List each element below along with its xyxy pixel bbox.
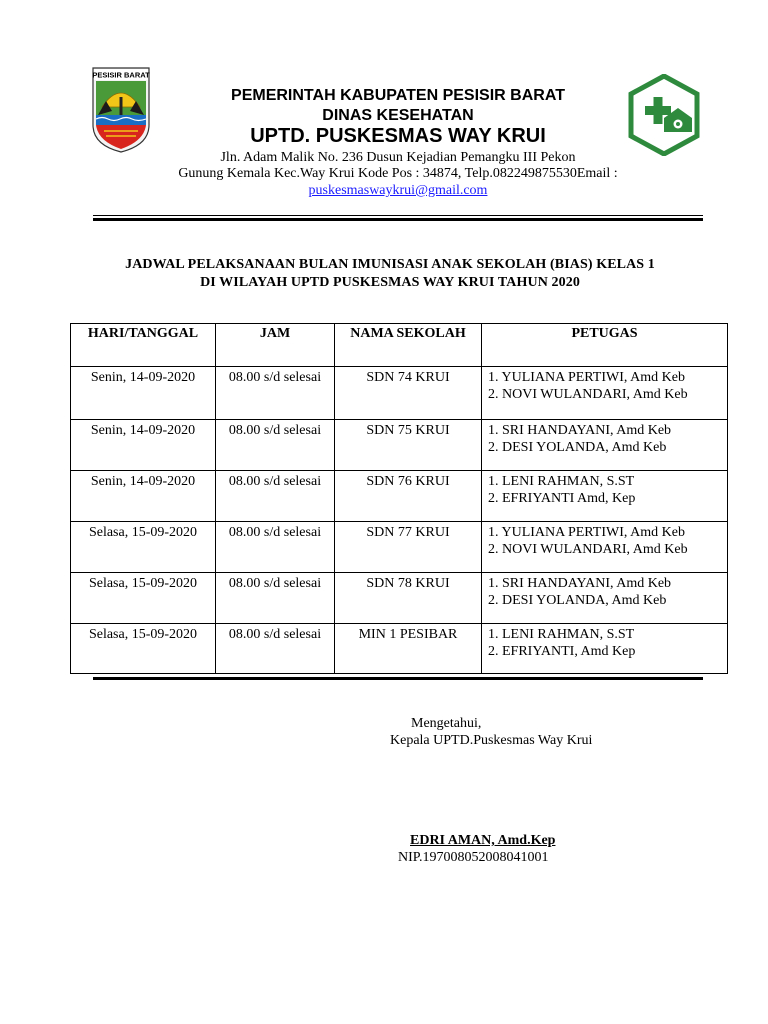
cell-time: 08.00 s/d selesai: [216, 420, 335, 471]
cell-school: SDN 74 KRUI: [335, 367, 482, 420]
header-school: NAMA SEKOLAH: [335, 324, 482, 367]
document-title-line-2: DI WILAYAH UPTD PUSKESMAS WAY KRUI TAHUN 2020: [200, 275, 580, 290]
table-row: [71, 573, 728, 624]
department-name: DINAS KESEHATAN: [322, 107, 474, 124]
header-divider-thin: [93, 215, 703, 216]
cell-time: 08.00 s/d selesai: [216, 471, 335, 522]
address-line-2: Gunung Kemala Kec.Way Krui Kode Pos : 34874, Telp.082249875530Email :: [178, 166, 618, 181]
staff-member: 2. EFRIYANTI, Amd Kep: [488, 644, 636, 659]
staff-member: 1. SRI HANDAYANI, Amd Keb: [488, 423, 672, 438]
cell-time: 08.00 s/d selesai: [216, 367, 335, 420]
staff-member: 2. NOVI WULANDARI, Amd Keb: [488, 387, 688, 402]
cell-time: 08.00 s/d selesai: [216, 573, 335, 624]
document-title-line-1: JADWAL PELAKSANAAN BULAN IMUNISASI ANAK SEKOLAH (BIAS) KELAS 1: [125, 257, 655, 272]
staff-member: 2. DESI YOLANDA, Amd Keb: [488, 440, 667, 455]
cell-staff: [482, 367, 728, 420]
cell-school: SDN 76 KRUI: [335, 471, 482, 522]
cell-staff: [482, 624, 728, 674]
unit-name: UPTD. PUSKESMAS WAY KRUI: [250, 125, 546, 147]
cell-staff: [482, 522, 728, 573]
cell-day: Selasa, 15-09-2020: [71, 573, 216, 624]
header-divider-thick: [93, 218, 703, 221]
cell-day: Senin, 14-09-2020: [71, 420, 216, 471]
table-row: [71, 522, 728, 573]
header-staff: PETUGAS: [482, 324, 728, 367]
cell-school: SDN 77 KRUI: [335, 522, 482, 573]
staff-member: 2. EFRIYANTI Amd, Kep: [488, 491, 636, 506]
table-row: [71, 420, 728, 471]
cell-day: Senin, 14-09-2020: [71, 471, 216, 522]
cell-school: SDN 78 KRUI: [335, 573, 482, 624]
table-header-row: [71, 324, 728, 367]
staff-member: 1. LENI RAHMAN, S.ST: [488, 627, 635, 642]
cell-day: Selasa, 15-09-2020: [71, 624, 216, 674]
cell-day: Selasa, 15-09-2020: [71, 522, 216, 573]
address-line-1: Jln. Adam Malik No. 236 Dusun Kejadian Pemangku III Pekon: [220, 150, 576, 165]
schedule-table: [70, 323, 728, 674]
cell-time: 08.00 s/d selesai: [216, 624, 335, 674]
cell-school: SDN 75 KRUI: [335, 420, 482, 471]
signer-name: EDRI AMAN, Amd.Kep: [410, 833, 556, 848]
cell-school: MIN 1 PESIBAR: [335, 624, 482, 674]
cell-staff: [482, 471, 728, 522]
staff-member: 1. YULIANA PERTIWI, Amd Keb: [488, 525, 685, 540]
emblem-label: PESISIR BARAT: [92, 70, 150, 80]
government-name: PEMERINTAH KABUPATEN PESISIR BARAT: [231, 87, 565, 104]
table-row: [71, 367, 728, 420]
cell-staff: [482, 573, 728, 624]
signer-role: Kepala UPTD.Puskesmas Way Krui: [390, 733, 593, 748]
staff-member: 1. YULIANA PERTIWI, Amd Keb: [488, 370, 685, 385]
table-bottom-divider: [93, 677, 703, 680]
cell-day: Senin, 14-09-2020: [71, 367, 216, 420]
staff-member: 2. NOVI WULANDARI, Amd Keb: [488, 542, 688, 557]
cell-time: 08.00 s/d selesai: [216, 522, 335, 573]
cell-staff: [482, 420, 728, 471]
table-row: [71, 471, 728, 522]
staff-member: 1. SRI HANDAYANI, Amd Keb: [488, 576, 672, 591]
acknowledgement-label: Mengetahui,: [411, 716, 482, 731]
email-link[interactable]: puskesmaswaykrui@gmail.com: [308, 183, 488, 198]
signer-nip: NIP.197008052008041001: [398, 850, 549, 865]
staff-member: 2. DESI YOLANDA, Amd Keb: [488, 593, 667, 608]
table-row: [71, 624, 728, 674]
header-time: JAM: [216, 324, 335, 367]
header-day: HARI/TANGGAL: [71, 324, 216, 367]
staff-member: 1. LENI RAHMAN, S.ST: [488, 474, 635, 489]
